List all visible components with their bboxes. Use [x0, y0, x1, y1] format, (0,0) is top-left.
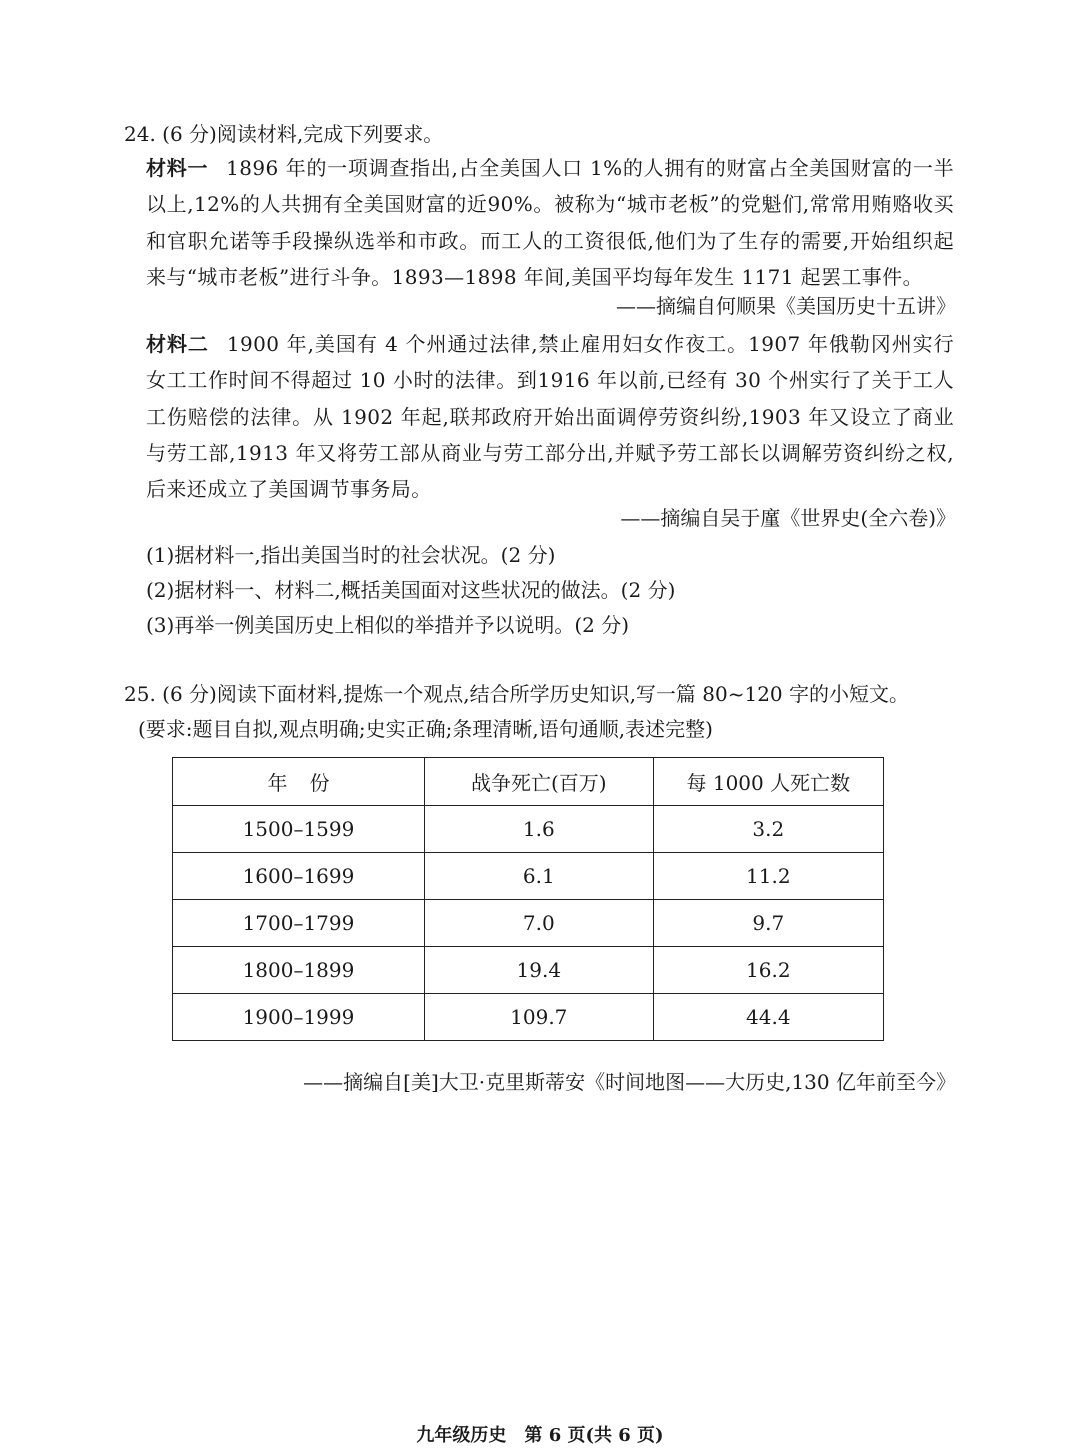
- material-2-label: 材料二: [146, 332, 209, 356]
- material-2-source: ——摘编自吴于廑《世界史(全六卷)》: [620, 506, 956, 530]
- cell-deaths-per-1000: 9.7: [653, 900, 883, 947]
- cell-war-deaths: 109.7: [424, 994, 653, 1041]
- cell-deaths-per-1000: 16.2: [653, 947, 883, 994]
- cell-period: 1700–1799: [173, 900, 425, 947]
- cell-deaths-per-1000: 3.2: [653, 806, 883, 853]
- sub-question-3: (3)再举一例美国历史上相似的举措并予以说明。(2 分): [146, 613, 630, 637]
- page-footer: 九年级历史 第 6 页(共 6 页): [416, 1425, 664, 1446]
- cell-war-deaths: 6.1: [424, 853, 653, 900]
- question-24-title: 24. (6 分)阅读材料,完成下列要求。: [124, 122, 444, 146]
- material-1-label: 材料一: [146, 156, 209, 180]
- header-year: 年份: [173, 758, 425, 806]
- material-2: [146, 326, 954, 507]
- material-2-text: 1900 年,美国有 4 个州通过法律,禁止雇用妇女作夜工。1907 年俄勒冈州实行女工工作时间不得超过 10 小时的法律。到1916 年以前,已经有 30 个州实行了关于工人工伤赔偿的法律。从 1902 年起,联邦政府开始出面调停劳资纠纷,1903 年又设立了商业与劳工部,1913 年又将劳工部从商业与劳工部分出,并赋予劳工部长以调解劳资纠纷之权,后来还成立了美国调节事务局。: [146, 332, 954, 502]
- sub-question-1: (1)据材料一,指出美国当时的社会状况。(2 分): [146, 543, 556, 567]
- question-25-requirement: (要求:题目自拟,观点明确;史实正确;条理清晰,语句通顺,表述完整): [138, 717, 713, 741]
- cell-deaths-per-1000: 44.4: [653, 994, 883, 1041]
- question-25-title: 25. (6 分)阅读下面材料,提炼一个观点,结合所学历史知识,写一篇 80~120 字的小短文。: [124, 682, 910, 706]
- header-deaths-per-1000: 每 1000 人死亡数: [653, 758, 883, 806]
- cell-period: 1500–1599: [173, 806, 425, 853]
- table-row: [173, 900, 884, 947]
- cell-war-deaths: 7.0: [424, 900, 653, 947]
- cell-period: 1800–1899: [173, 947, 425, 994]
- cell-period: 1600–1699: [173, 853, 425, 900]
- material-1: [146, 150, 954, 295]
- table-row: [173, 853, 884, 900]
- table-source: ——摘编自[美]大卫·克里斯蒂安《时间地图——大历史,130 亿年前至今》: [303, 1070, 956, 1094]
- cell-war-deaths: 19.4: [424, 947, 653, 994]
- table-header-row: [173, 758, 884, 806]
- header-war-deaths: 战争死亡(百万): [424, 758, 653, 806]
- table-row: [173, 994, 884, 1041]
- cell-period: 1900–1999: [173, 994, 425, 1041]
- cell-war-deaths: 1.6: [424, 806, 653, 853]
- table-row: [173, 947, 884, 994]
- material-1-source: ——摘编自何顺果《美国历史十五讲》: [616, 294, 956, 318]
- cell-deaths-per-1000: 11.2: [653, 853, 883, 900]
- sub-question-2: (2)据材料一、材料二,概括美国面对这些状况的做法。(2 分): [146, 578, 676, 602]
- table-row: [173, 806, 884, 853]
- material-1-text: 1896 年的一项调查指出,占全美国人口 1%的人拥有的财富占全美国财富的一半以上,12%的人共拥有全美国财富的近90%。被称为“城市老板”的党魁们,常常用贿赂收买和官职允诺等手段操纵选举和市政。而工人的工资很低,他们为了生存的需要,开始组织起来与“城市老板”进行斗争。1893—1898 年间,美国平均每年发生 1171 起罢工事件。: [146, 156, 954, 289]
- war-deaths-table: [172, 757, 884, 1041]
